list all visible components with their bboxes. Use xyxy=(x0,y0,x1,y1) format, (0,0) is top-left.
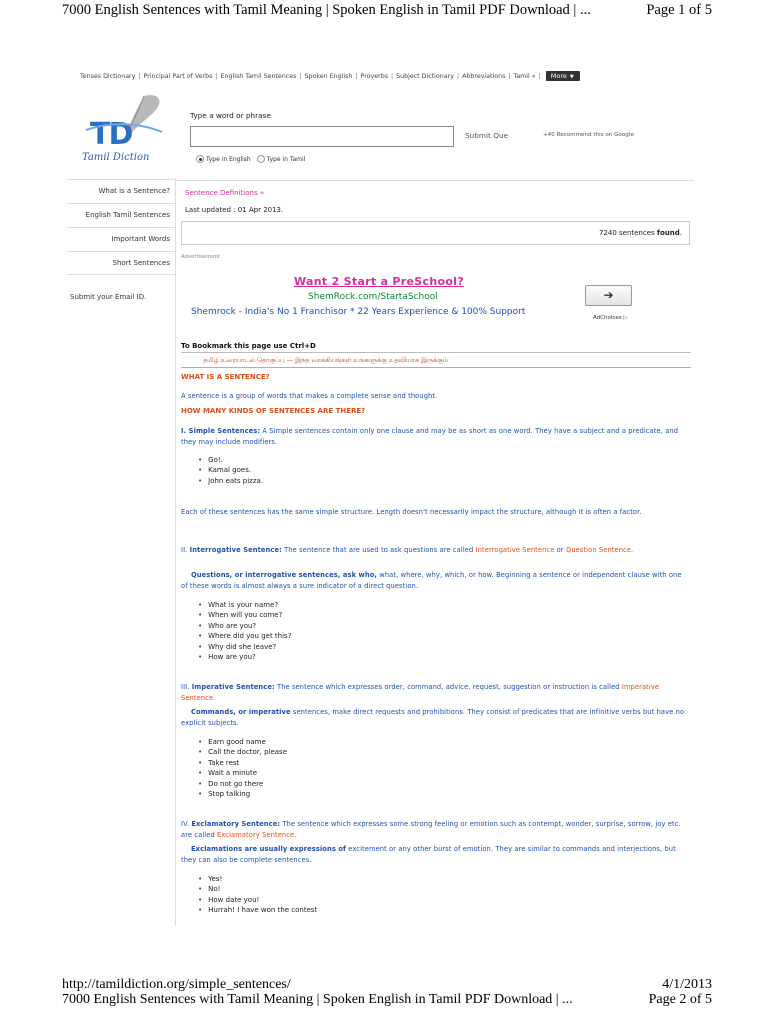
list-item: • Stop talking xyxy=(198,789,287,799)
print-title-next: 7000 English Sentences with Tamil Meaning | Spoken English in Tamil PDF Download | ... xyxy=(62,992,573,1007)
found-word: found xyxy=(656,229,680,237)
imperative-heading: Imperative Sentence: xyxy=(191,683,275,691)
nav-separator: | xyxy=(138,72,141,80)
imperative-text: The sentence which expresses order, command, advice, request, suggestion or instruction is called xyxy=(274,683,622,691)
ad-arrow-button[interactable] xyxy=(585,285,632,306)
print-date: 4/1/2013 xyxy=(662,977,712,992)
sidebar-item-short-sentences[interactable]: Short Sentences xyxy=(67,251,176,275)
nav-separator: | xyxy=(215,72,218,80)
imperative-bold: Commands, or imperative xyxy=(191,708,291,716)
list-item: • What is your name? xyxy=(198,600,291,610)
tamil-banner-text: தமிழ் உரையாடல் தொகுப்பு — இந்த வாக்கியங்கள் உங்களுக்கு உதவியாக இருக்கும் xyxy=(203,356,449,364)
print-title: 7000 English Sentences with Tamil Meaning | Spoken English in Tamil PDF Download | ... xyxy=(62,2,591,18)
exclamatory-paragraph xyxy=(181,819,687,841)
list-item: • Earn good name xyxy=(198,737,287,747)
nav-separator: | xyxy=(508,72,511,80)
nav-spoken-english[interactable]: Spoken English xyxy=(304,72,353,80)
interrogative-paragraph-2 xyxy=(181,570,687,592)
chevron-down-icon: ▼ xyxy=(569,74,574,80)
radio-type-english-label: Type in English xyxy=(206,155,251,163)
radio-type-tamil-label: Type in Tamil xyxy=(266,155,306,163)
print-header xyxy=(0,0,768,22)
advertisement-label: Advertisement xyxy=(181,254,220,260)
imperative-text-2: sentences, make direct requests and prohibitions. They consist of predicates that are infinitive verbs but have no explicit subjects. xyxy=(181,708,685,727)
simple-sentences-paragraph xyxy=(181,426,687,448)
exclamatory-text-2: excitement or any other burst of emotion. They are similar to commands and interjections, but they can also be complete sentences. xyxy=(181,845,676,864)
nav-principal-parts[interactable]: Principal Part of Verbs xyxy=(143,72,213,80)
recommend-on-google[interactable]: +40 Recommend this on Google xyxy=(543,132,634,138)
interrogative-or: or xyxy=(554,546,566,554)
list-item: • Wait a minute xyxy=(198,768,287,778)
nav-separator: | xyxy=(299,72,302,80)
imperative-paragraph-2 xyxy=(181,707,687,729)
ad-description: Shemrock - India's No 1 Franchisor * 22 Years Experience & 100% Support xyxy=(191,307,526,317)
list-item: • No! xyxy=(198,884,317,894)
interrogative-bold: Questions, or interrogative sentences, ask who, xyxy=(191,571,378,579)
simple-text: A Simple sentences contain only one clause and may be as short as one word. They have a subject and a predicate, and they may include modifiers. xyxy=(181,427,679,446)
nav-separator: | xyxy=(456,72,460,80)
exclamatory-term: Exclamatory Sentence. xyxy=(217,831,297,839)
sentences-found-box xyxy=(181,221,690,245)
nav-tenses-dictionary[interactable]: Tenses Dictionary xyxy=(80,72,136,80)
adchoices-link[interactable]: AdChoices ▷ xyxy=(593,315,628,321)
sidebar-item-what-is-sentence[interactable]: What is a Sentence? xyxy=(67,179,176,203)
imperative-examples xyxy=(198,737,287,799)
list-item: • Kamal goes. xyxy=(198,465,263,475)
input-language-options xyxy=(196,155,311,163)
tamil-rule xyxy=(181,367,691,368)
found-tail: . xyxy=(679,229,682,237)
list-item: • Who are you? xyxy=(198,621,291,631)
bookmark-hint: To Bookmark this page use Ctrl+D xyxy=(181,342,316,350)
interrogative-heading: Interrogative Sentence: xyxy=(189,546,282,554)
exclamatory-bold: Exclamations are usually expressions of xyxy=(191,845,347,853)
nav-tamil[interactable]: Tamil « xyxy=(513,72,536,80)
interrogative-text-2: what, where, why, which, or how. Beginning a sentence or independent clause with one of these words is almost always a sure indicator of a direct question. xyxy=(181,571,682,590)
top-navigation xyxy=(80,70,580,82)
sidebar xyxy=(67,179,176,275)
simple-heading: I. Simple Sentences: xyxy=(181,427,261,435)
list-item: • Do not go there xyxy=(198,779,287,789)
content-top-rule xyxy=(176,180,694,181)
sidebar-item-important-words[interactable]: Important Words xyxy=(67,227,176,251)
exclamatory-heading: Exclamatory Sentence: xyxy=(191,820,281,828)
bookmark-rule xyxy=(181,352,691,353)
radio-unchecked-icon xyxy=(257,155,265,163)
sentence-definitions-link[interactable]: Sentence Definitions » xyxy=(185,189,265,197)
exclamatory-num: IV. xyxy=(181,820,190,828)
submit-email-link[interactable]: Submit your Email ID. xyxy=(70,293,147,301)
heading-what-is-sentence: WHAT IS A SENTENCE? xyxy=(181,373,270,381)
column-divider xyxy=(175,178,176,926)
list-item: • Yes! xyxy=(198,874,317,884)
interrogative-examples xyxy=(198,600,291,662)
list-item: • Go!. xyxy=(198,455,263,465)
exclamatory-text: The sentence which expresses some strong feeling or emotion such as contempt, wonder, surprise, sorrow, joy etc. are called xyxy=(181,820,681,839)
exclamatory-examples xyxy=(198,874,317,916)
list-item: • Why did she leave? xyxy=(198,642,291,652)
more-button[interactable] xyxy=(546,71,580,81)
list-item: • Where did you get this? xyxy=(198,631,291,641)
found-count: 7240 sentences xyxy=(598,229,655,237)
nav-separator: | xyxy=(538,72,541,80)
radio-type-tamil[interactable] xyxy=(257,155,306,163)
list-item: • When will you come? xyxy=(198,610,291,620)
nav-separator: | xyxy=(390,72,394,80)
ad-title-link[interactable]: Want 2 Start a PreSchool? xyxy=(294,275,464,288)
svg-text:TD: TD xyxy=(90,117,132,152)
logo-text: Tamil Diction xyxy=(82,152,150,163)
submit-query-button[interactable]: Submit Que xyxy=(465,131,509,140)
simple-note: Each of these sentences has the same simple structure. Length doesn't necessarily impact the structure, although it is often a factor. xyxy=(181,508,642,516)
radio-type-english[interactable] xyxy=(196,155,251,163)
exclamatory-paragraph-2 xyxy=(181,844,687,866)
search-input[interactable] xyxy=(190,126,454,147)
last-updated: Last updated : 01 Apr 2013. xyxy=(185,206,284,214)
nav-subject-dictionary[interactable]: Subject Dictionary xyxy=(396,72,454,80)
sidebar-item-english-tamil-sentences[interactable]: English Tamil Sentences xyxy=(67,203,176,227)
list-item: • How date you! xyxy=(198,895,317,905)
list-item: • John eats pizza. xyxy=(198,476,263,486)
heading-kinds-of-sentences: HOW MANY KINDS OF SENTENCES ARE THERE? xyxy=(181,407,366,415)
ad-url[interactable]: ShemRock.com/StartaSchool xyxy=(308,292,438,302)
list-item: • Hurrah! I have won the contest xyxy=(198,905,317,915)
search-label: Type a word or phrase xyxy=(190,111,271,120)
nav-english-tamil-sentences[interactable]: English Tamil Sentences xyxy=(220,72,297,80)
list-item: • How are you? xyxy=(198,652,291,662)
interrogative-num: II. xyxy=(181,546,188,554)
interrogative-term: Interrogative Sentence xyxy=(475,546,555,554)
radio-checked-icon xyxy=(196,155,204,163)
interrogative-paragraph xyxy=(181,545,687,556)
interrogative-text: The sentence that are used to ask questions are called xyxy=(281,546,476,554)
more-label: More xyxy=(550,72,567,80)
imperative-term: Imperative Sentence. xyxy=(181,683,660,702)
nav-abbreviations[interactable]: Abbreviations xyxy=(462,72,506,80)
print-page-number-next: Page 2 of 5 xyxy=(648,992,712,1007)
question-sentence-term: Question Sentence. xyxy=(565,546,634,554)
nav-proverbs[interactable]: Proverbs xyxy=(360,72,388,80)
imperative-paragraph xyxy=(181,682,687,704)
simple-examples xyxy=(198,455,263,486)
page-url: http://tamildiction.org/simple_sentences/ xyxy=(62,977,291,992)
nav-separator: | xyxy=(355,72,358,80)
print-page-number: Page 1 of 5 xyxy=(646,2,712,18)
answer-what-is-sentence: A sentence is a group of words that makes a complete sense and thought. xyxy=(181,392,438,400)
list-item: • Call the doctor, please xyxy=(198,747,287,757)
list-item: • Take rest xyxy=(198,758,287,768)
imperative-num: III. xyxy=(181,683,190,691)
arrow-right-icon: ➔ xyxy=(603,288,614,302)
